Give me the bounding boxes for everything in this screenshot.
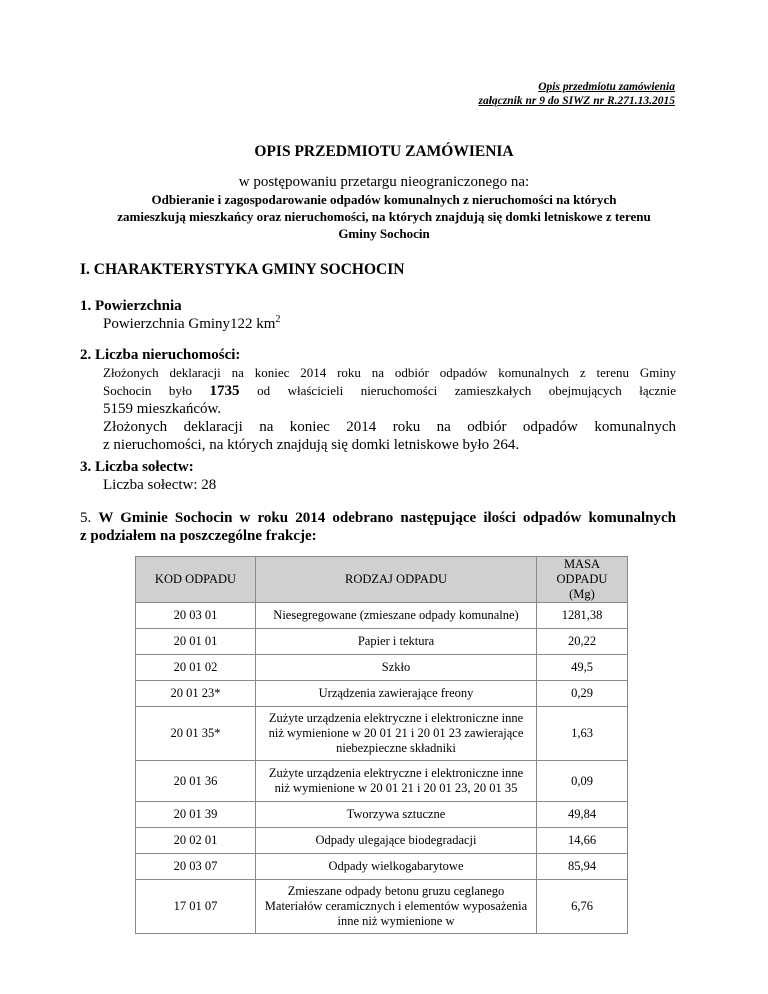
item2-line-2: Sochocin było 1735 od właścicieli nieruchomości zamieszkałych obejmujących łącznie <box>103 383 677 399</box>
table-cell: Zużyte urządzenia elektryczne i elektroniczne inne niż wymienione w 20 01 21 i 20 01 23 zawierające niebezpieczne składniki <box>256 707 537 761</box>
table-cell: 1,63 <box>537 707 628 761</box>
table-cell: 85,94 <box>537 854 628 880</box>
item1-text: Powierzchnia Gminy122 $km^2$ <box>103 314 281 332</box>
table-cell: Tworzywa sztuczne <box>256 802 537 828</box>
table-cell: 17 01 07 <box>136 880 256 934</box>
page-title: OPIS PRZEDMIOTU ZAMÓWIENIA <box>254 143 514 160</box>
table-cell: 49,84 <box>537 802 628 828</box>
item-liczba-nieruchomosci <box>80 346 676 454</box>
table-row <box>136 681 628 707</box>
table-cell: Zmieszane odpady betonu gruzu ceglanego Materiałów ceramicznych i elementów wyposażenia inne niż wymienione w <box>256 880 537 934</box>
table-row <box>136 603 628 629</box>
table-cell: 20 01 01 <box>136 629 256 655</box>
table-row <box>136 802 628 828</box>
item3-heading: 3. Liczba sołectw: <box>80 459 194 475</box>
table-cell: 20 01 35* <box>136 707 256 761</box>
table-cell: Szkło <box>256 655 537 681</box>
table-cell: 14,66 <box>537 828 628 854</box>
subject-line-1: Odbieranie i zagospodarowanie odpadów komunalnych z nieruchomości na których <box>151 192 617 207</box>
item1-heading: 1. Powierzchnia <box>80 298 182 314</box>
table-row <box>136 629 628 655</box>
item-ilosci-odpadow <box>80 509 676 545</box>
table-cell: Papier i tektura <box>256 629 537 655</box>
subject <box>80 191 688 242</box>
table-cell: Odpady wielkogabarytowe <box>256 854 537 880</box>
table-cell: 20 02 01 <box>136 828 256 854</box>
table-cell: 20 01 23* <box>136 681 256 707</box>
table-cell: 20,22 <box>537 629 628 655</box>
table-row <box>136 854 628 880</box>
section-heading: I. CHARAKTERYSTYKA GMINY SOCHOCIN <box>80 261 405 278</box>
item2-line-4: Złożonych deklaracji na koniec 2014 roku na odbiór odpadów komunalnych <box>103 419 676 435</box>
table-row <box>136 761 628 802</box>
table-cell: 20 01 39 <box>136 802 256 828</box>
table-cell: 20 03 07 <box>136 854 256 880</box>
table-cell: Urządzenia zawierające freony <box>256 681 537 707</box>
header-line-2: załącznik nr 9 do SIWZ nr R.271.13.2015 <box>478 95 675 107</box>
table-header-cell: KOD ODPADU <box>136 557 256 603</box>
table-cell: 0,29 <box>537 681 628 707</box>
item3-text: Liczba sołectw: 28 <box>103 477 217 493</box>
item5-line-1: 5. W Gminie Sochocin w roku 2014 odebrano następujące ilości odpadów komunalnych <box>80 510 676 526</box>
subject-line-3: Gminy Sochocin <box>338 226 430 241</box>
table-cell: 20 01 36 <box>136 761 256 802</box>
table-row <box>136 707 628 761</box>
subtitle: w postępowaniu przetargu nieograniczonego na: <box>238 174 530 190</box>
subject-line-2: zamieszkują mieszkańcy oraz nieruchomości, na których znajdują się domki letniskowe z terenu <box>117 209 651 224</box>
table-cell: 6,76 <box>537 880 628 934</box>
table-row <box>136 880 628 934</box>
table-header-cell: RODZAJ ODPADU <box>256 557 537 603</box>
table-cell: Niesegregowane (zmieszane odpady komunalne) <box>256 603 537 629</box>
item2-line-3: 5159 mieszkańców. <box>103 401 222 417</box>
item2-line-1: Złożonych deklaracji na koniec 2014 roku na odbiór odpadów komunalnych z terenu Gminy <box>103 365 676 380</box>
table-row <box>136 828 628 854</box>
table-row <box>136 655 628 681</box>
header-line-1: Opis przedmiotu zamówienia <box>538 81 675 93</box>
item2-line-5: z nieruchomości, na których znajdują się domki letniskowe było 264. <box>103 437 520 453</box>
item-powierzchnia <box>80 297 676 333</box>
table-cell: 49,5 <box>537 655 628 681</box>
item5-line-2: z podziałem na poszczególne frakcje: <box>80 528 317 544</box>
table-cell: Odpady ulegające biodegradacji <box>256 828 537 854</box>
table-cell: 1281,38 <box>537 603 628 629</box>
waste-table <box>135 556 628 934</box>
item-liczba-solectw <box>80 458 676 494</box>
table-cell: Zużyte urządzenia elektryczne i elektroniczne inne niż wymienione w 20 01 21 i 20 01 23, 20 01 35 <box>256 761 537 802</box>
table-header-row <box>136 557 628 603</box>
table-cell: 20 03 01 <box>136 603 256 629</box>
table-cell: 20 01 02 <box>136 655 256 681</box>
table-header-cell: MASA ODPADU (Mg) <box>537 557 628 603</box>
item2-heading: 2. Liczba nieruchomości: <box>80 347 241 363</box>
table-cell: 0,09 <box>537 761 628 802</box>
